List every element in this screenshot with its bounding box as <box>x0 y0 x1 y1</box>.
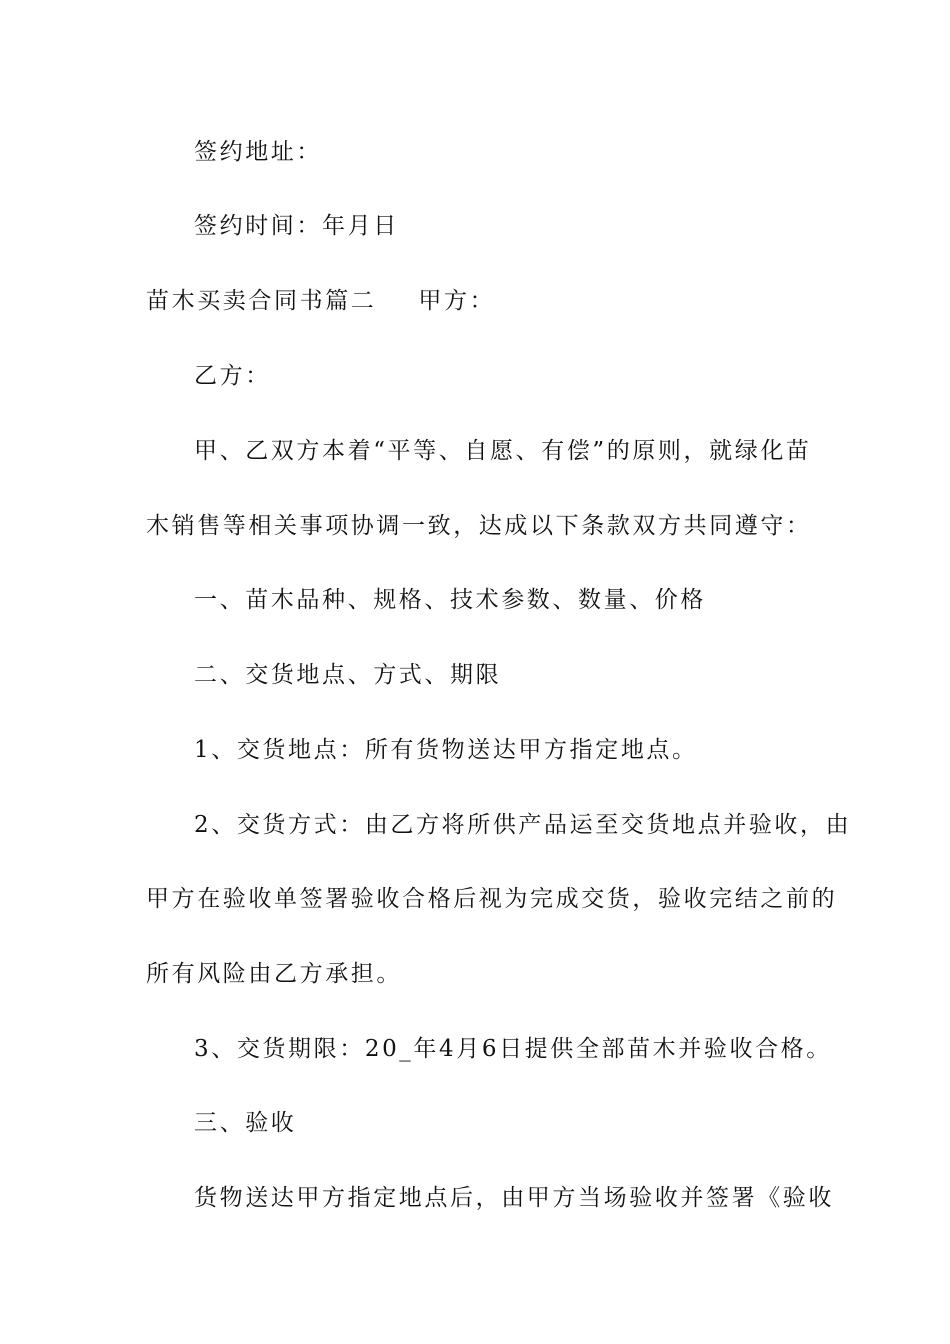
clause-line: 1、交货地点：所有货物送达甲方指定地点。 <box>194 737 698 763</box>
clause-line: 甲方在验收单签署验收合格后视为完成交货，验收完结之前的 <box>146 886 838 912</box>
clause-line: 2、交货方式：由乙方将所供产品运至交货地点并验收，由 <box>194 812 852 838</box>
signing-time-line: 签约时间：年月日 <box>194 213 399 239</box>
contract-title-line <box>146 286 826 316</box>
party-b-line: 乙方： <box>194 363 271 389</box>
signing-address-line: 签约地址： <box>194 139 322 165</box>
clause-line: 3、交货期限：20_年4月6日提供全部苗木并验收合格。 <box>194 1036 832 1062</box>
paragraph-line: 货物送达甲方指定地点后，由甲方当场验收并签署《验收 <box>194 1185 834 1211</box>
party-a-label: 甲方： <box>418 288 496 314</box>
paragraph-line: 木销售等相关事项协调一致，达成以下条款双方共同遵守： <box>146 513 812 539</box>
paragraph-line: 甲、乙双方本着“平等、自愿、有偿”的原则，就绿化苗 <box>194 438 812 464</box>
contract-title: 苗木买卖合同书篇二 <box>146 288 377 314</box>
section-heading: 一、苗木品种、规格、技术参数、数量、价格 <box>194 587 706 613</box>
clause-line: 所有风险由乙方承担。 <box>146 961 402 987</box>
section-heading: 三、验收 <box>194 1110 297 1136</box>
section-heading: 二、交货地点、方式、期限 <box>194 662 502 688</box>
